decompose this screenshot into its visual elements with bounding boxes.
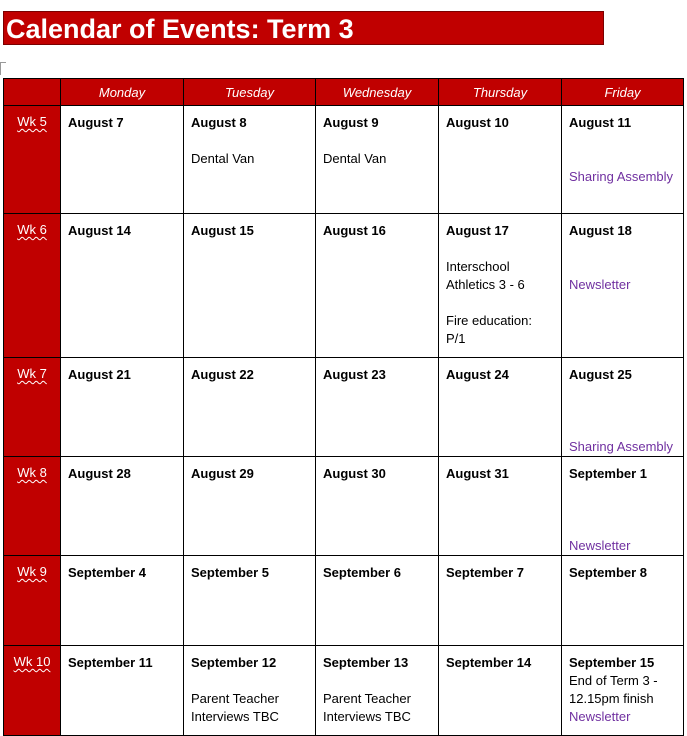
day-cell-friday [562,556,684,646]
date-label: September 6 [323,565,402,580]
date-label: August 14 [68,223,131,238]
date-label: September 15 [569,655,655,670]
week-row [4,457,684,556]
event-text: Dental Van [191,151,255,166]
day-cell-thursday [439,358,562,457]
spacer [323,672,432,690]
week-label-cell [4,556,61,646]
day-header-friday: Friday [562,79,684,106]
day-cell-tuesday [184,214,316,358]
week-row [4,358,684,457]
week-label-cell [4,214,61,358]
week-label-cell [4,106,61,214]
day-cell-thursday [439,214,562,358]
event-text: Interschool [446,259,510,274]
day-cell-thursday [439,106,562,214]
event-text: Fire education: [446,313,532,328]
day-cell-friday [562,106,684,214]
date-label: September 13 [323,655,409,670]
week-label: Wk 9 [17,564,47,579]
event-highlight: Newsletter [569,709,631,724]
week-label: Wk 10 [13,654,51,669]
week-row [4,214,684,358]
event-highlight: Sharing Assembly [569,169,674,184]
event-text: Parent Teacher [191,691,279,706]
day-cell-wednesday [316,358,439,457]
day-cell-wednesday [316,556,439,646]
date-label: September 12 [191,655,277,670]
date-label: August 11 [569,115,632,130]
week-row [4,556,684,646]
date-label: August 10 [446,115,509,130]
day-cell-monday [61,214,184,358]
day-header-tuesday: Tuesday [184,79,316,106]
week-label: Wk 6 [17,222,47,237]
day-cell-monday [61,556,184,646]
day-cell-monday [61,358,184,457]
day-cell-friday [562,457,684,556]
day-cell-tuesday [184,646,316,736]
date-label: August 9 [323,115,379,130]
text-cursor-mark [0,62,6,75]
week-label-cell [4,646,61,736]
date-label: August 29 [191,466,254,481]
day-cell-monday [61,457,184,556]
day-header-wednesday: Wednesday [316,79,439,106]
event-text: Parent Teacher [323,691,411,706]
day-cell-monday [61,646,184,736]
event-text: P/1 [446,331,466,346]
day-cell-friday [562,646,684,736]
event-text: End of Term 3 - [569,673,658,688]
day-cell-friday [562,214,684,358]
calendar-table [3,78,684,736]
event-highlight: Newsletter [569,277,631,292]
day-cell-thursday [439,457,562,556]
day-cell-wednesday [316,214,439,358]
day-cell-thursday [439,556,562,646]
date-label: August 30 [323,466,386,481]
week-label: Wk 5 [17,114,47,129]
event-highlight: Sharing Assembly [569,439,674,454]
date-label: September 14 [446,655,532,670]
day-cell-thursday [439,646,562,736]
event-highlight: Newsletter [569,538,631,553]
week-label-cell [4,457,61,556]
event-text: Dental Van [323,151,387,166]
date-label: August 23 [323,367,386,382]
spacer [323,132,432,150]
date-label: September 5 [191,565,270,580]
day-header-thursday: Thursday [439,79,562,106]
date-label: August 16 [323,223,386,238]
day-cell-tuesday [184,106,316,214]
date-label: August 7 [68,115,124,130]
event-text: 12.15pm finish [569,691,654,706]
page-title: Calendar of Events: Term 3 [3,11,604,45]
header-corner [4,79,61,106]
day-cell-wednesday [316,457,439,556]
date-label: August 24 [446,367,509,382]
day-cell-tuesday [184,358,316,457]
event-text: Interviews TBC [191,709,279,724]
date-label: August 8 [191,115,247,130]
date-label: August 15 [191,223,254,238]
day-cell-tuesday [184,457,316,556]
date-label: September 8 [569,565,648,580]
date-label: August 22 [191,367,254,382]
day-cell-monday [61,106,184,214]
day-cell-tuesday [184,556,316,646]
week-label: Wk 7 [17,366,47,381]
spacer [446,294,555,312]
date-label: August 18 [569,223,632,238]
day-cell-wednesday [316,106,439,214]
day-header-monday: Monday [61,79,184,106]
week-label: Wk 8 [17,465,47,480]
date-label: August 25 [569,367,632,382]
date-label: August 21 [68,367,131,382]
date-label: August 28 [68,466,131,481]
date-label: August 31 [446,466,509,481]
week-label-cell [4,358,61,457]
spacer [191,132,309,150]
date-label: September 4 [68,565,147,580]
week-row [4,646,684,736]
spacer [446,240,555,258]
date-label: September 1 [569,466,648,481]
day-cell-wednesday [316,646,439,736]
date-label: September 7 [446,565,525,580]
spacer [191,672,309,690]
date-label: August 17 [446,223,509,238]
week-row [4,106,684,214]
event-text: Interviews TBC [323,709,411,724]
date-label: September 11 [68,655,153,670]
event-text: Athletics 3 - 6 [446,277,525,292]
day-header-row [4,79,684,106]
day-cell-friday [562,358,684,457]
